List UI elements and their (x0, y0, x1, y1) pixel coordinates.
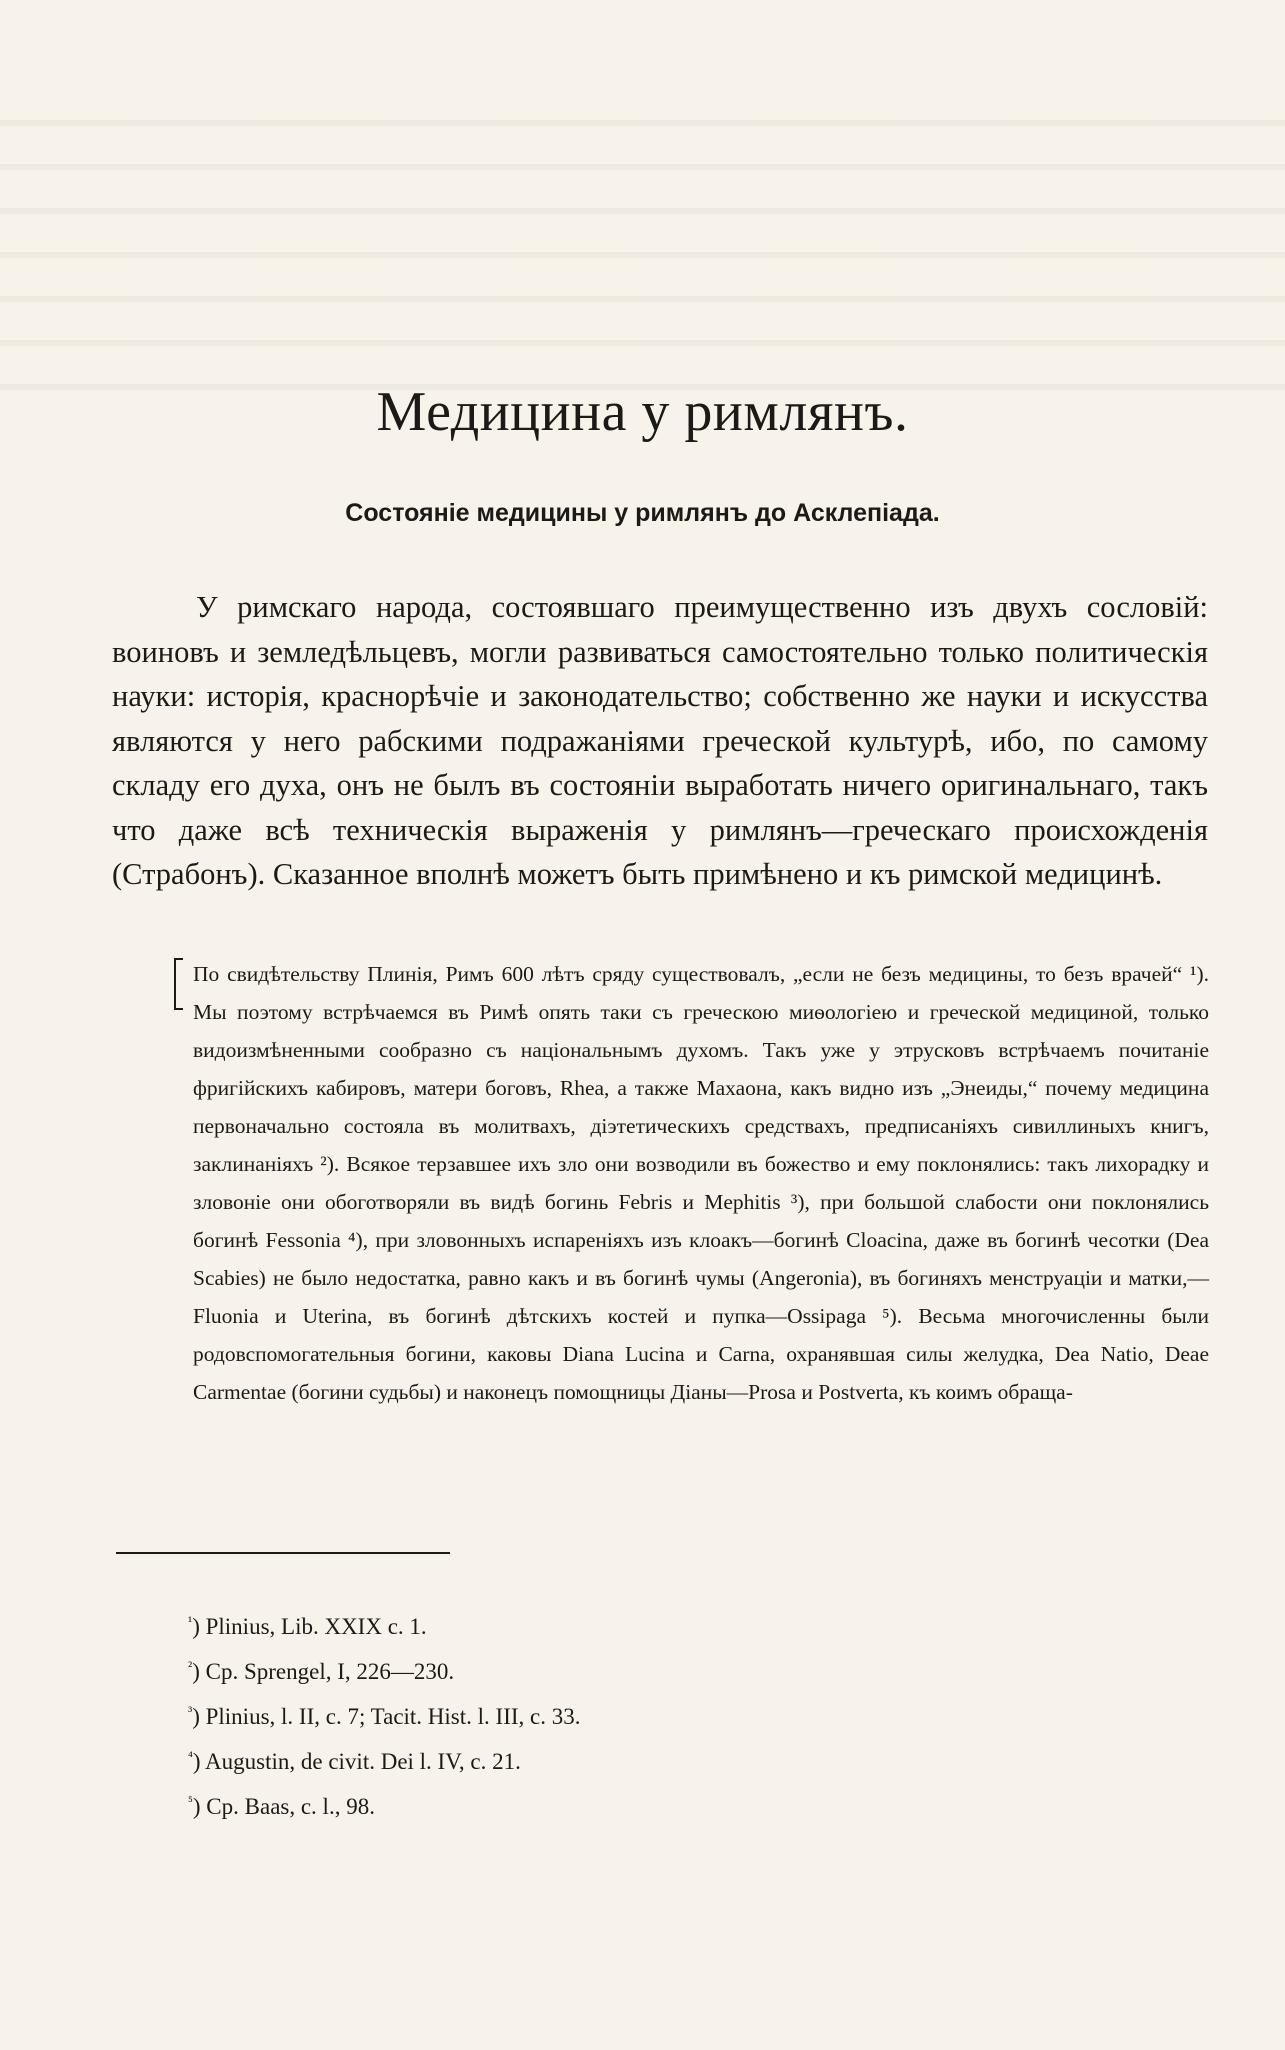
footnote-number: ² (188, 1660, 193, 1675)
section-subtitle: Состояніе медицины у римлянъ до Асклепіада. (345, 499, 940, 527)
main-paragraph: У римскаго народа, состоявшаго преимущественно изъ двухъ сословій: воиновъ и земледѣльцевъ, могли развиваться самостоятельно только политическія науки: исторія, краснорѣчіе и законодательство; собственно же науки и искусства являются у него рабскими подражаніями греческой культурѣ, ибо, по самому складу его духа, онъ не былъ въ состояніи выработать ничего оригинальнаго, такъ что даже всѣ техническія выраженія у римлянъ—греческаго происхожденія (Страбонъ). Сказанное вполнѣ можетъ быть примѣнено и къ римской медицинѣ. (112, 590, 1208, 891)
footnote-item (188, 1690, 580, 1735)
footnote-text: ) Augustin, de civit. Dei l. IV, c. 21. (192, 1749, 521, 1774)
footnote-text: ) Cp. Sprengel, I, 226—230. (192, 1659, 455, 1684)
footnote-text: ) Plinius, Lib. XXIX c. 1. (192, 1614, 427, 1639)
footnote-text: ) Plinius, l. II, c. 7; Tacit. Hist. l. III, c. 33. (192, 1704, 581, 1729)
footnotes-list (188, 1600, 580, 1825)
bleed-through-texture (0, 120, 1285, 400)
footnote-number: ⁴ (188, 1750, 193, 1765)
footnote-item (188, 1735, 580, 1780)
footnote-number: ¹ (188, 1615, 193, 1630)
footnote-item (188, 1600, 580, 1645)
paragraph-bracket-mark (174, 958, 183, 1010)
footnote-item (188, 1780, 580, 1825)
footnote-separator (116, 1552, 450, 1554)
page-title: Медицина у римлянъ. (376, 381, 909, 443)
footnote-item (188, 1645, 580, 1690)
footnote-number: ³ (188, 1705, 193, 1720)
small-print-paragraph: По свидѣтельству Плинія, Римъ 600 лѣтъ сряду существовалъ, „если не безъ медицины, то безъ врачей“ ¹). Мы поэтому встрѣчаемся въ Римѣ опять таки съ греческою миѳологіею и греческой медициной, только видоизмѣненными сообразно съ національнымъ духомъ. Такъ уже у этрусковъ встрѣчаемъ почитаніе фригійскихъ кабировъ, матери боговъ, Rhea, а также Махаона, какъ видно изъ „Энеиды,“ почему медицина первоначально состояла въ молитвахъ, діэтетическихъ средствахъ, предписаніяхъ сивиллиныхъ книгъ, заклинаніяхъ ²). Всякое терзавшее ихъ зло они возводили въ божество и ему поклонялись: такъ лихорадку и зловоніе они обоготворяли въ видѣ богинь Febris и Mephitis ³), при большой слабости они поклонялись богинѣ Fessonia ⁴), при зловонныхъ испареніяхъ изъ клоакъ—богинѣ Cloacina, даже въ богинѣ чесотки (Dea Scabies) не было недостатка, равно какъ и въ богинѣ чумы (Angeronia), въ богиняхъ менструаціи и матки,—Fluonia и Uterina, въ богинѣ дѣтскихъ костей и пупка—Ossipaga ⁵). Весьма многочисленны были родовспомогательныя богини, каковы Diana Lucina и Carna, охранявшая силы желудка, Dea Natio, Deae Carmentae (богини судьбы) и наконецъ помощницы Діаны—Prosa и Postverta, къ коимъ обраща- (193, 962, 1209, 1404)
footnote-text: ) Cp. Baas, c. l., 98. (192, 1794, 375, 1819)
footnote-number: ⁵ (188, 1795, 193, 1810)
